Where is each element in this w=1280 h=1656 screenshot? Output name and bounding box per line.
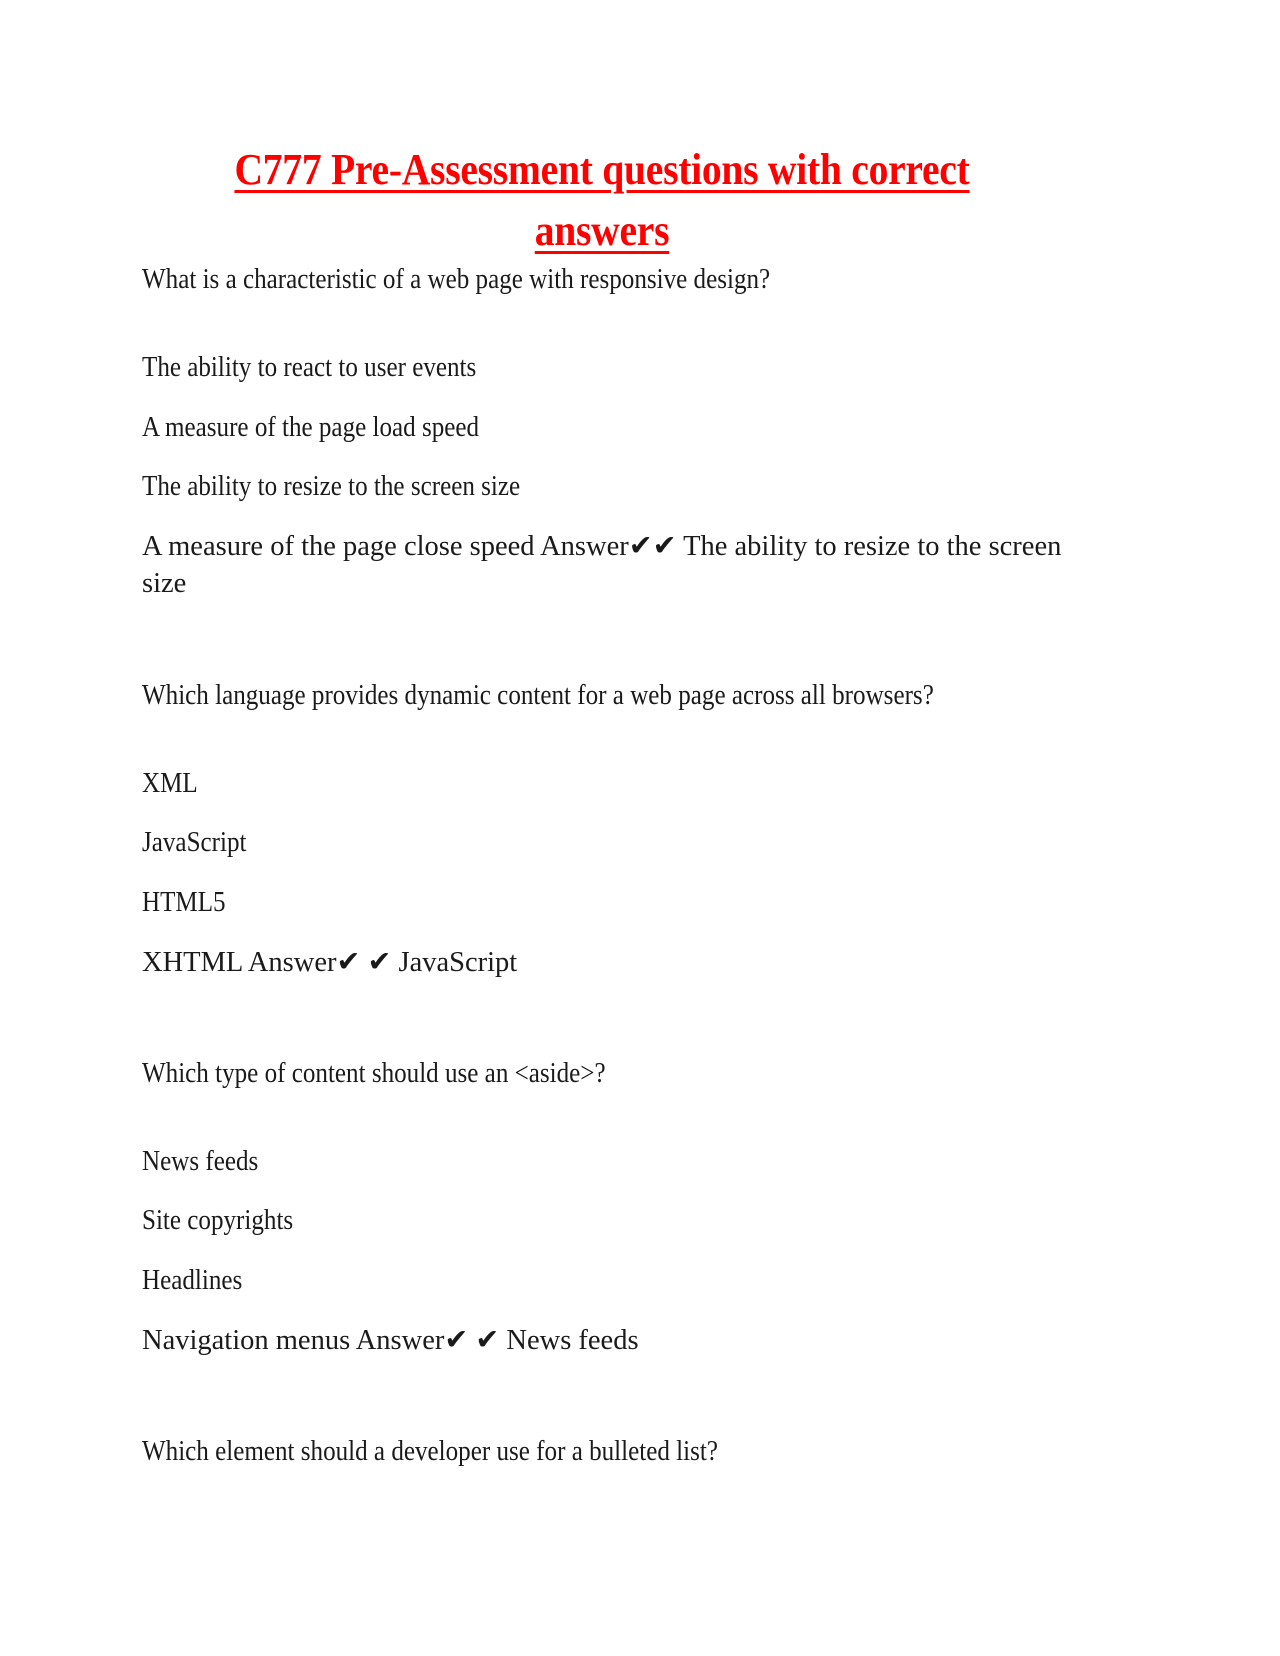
question-block-4 <box>142 1433 1062 1471</box>
question-prompt-4: Which element should a developer use for a bulleted list? <box>142 1436 718 1468</box>
question-prompt-2: Which language provides dynamic content for a web page across all browsers? <box>142 680 934 712</box>
spacer <box>142 446 1062 468</box>
answer-line-2: XHTML Answer✔ ✔ JavaScript <box>142 946 518 978</box>
spacer <box>142 715 1062 765</box>
spacer <box>142 506 1062 528</box>
question-prompt-1: What is a characteristic of a web page with responsive design? <box>142 264 771 296</box>
spacer <box>142 1093 1062 1143</box>
option-1-1: The ability to react to user events <box>142 352 477 384</box>
option-2-2: JavaScript <box>142 827 247 859</box>
option-2-3: HTML5 <box>142 886 226 918</box>
answer-line-3: Navigation menus Answer✔ ✔ News feeds <box>142 1324 639 1356</box>
spacer <box>142 1180 1062 1202</box>
answer-line-1: A measure of the page close speed Answer✔✔ The ability to resize to the screen size <box>142 530 1069 600</box>
option-3-3: Headlines <box>142 1264 243 1296</box>
page-title: C777 Pre-Assessment questions with correct answers <box>234 145 970 255</box>
spacer <box>142 603 1062 677</box>
option-3-2: Site copyrights <box>142 1205 294 1237</box>
question-block-2 <box>142 677 1062 981</box>
question-block-3 <box>142 1055 1062 1359</box>
spacer <box>142 1240 1062 1262</box>
option-3-1: News feeds <box>142 1145 259 1177</box>
option-1-3: The ability to resize to the screen size <box>142 471 521 503</box>
document-content <box>142 0 1069 1471</box>
option-1-2: A measure of the page load speed <box>142 411 480 443</box>
question-prompt-3: Which type of content should use an <aside>? <box>142 1058 606 1090</box>
spacer <box>142 981 1062 1055</box>
spacer <box>142 387 1062 409</box>
spacer <box>142 299 1062 349</box>
spacer <box>142 802 1062 824</box>
question-block-1 <box>142 261 1069 603</box>
spacer <box>142 1300 1062 1322</box>
spacer <box>142 1359 1062 1433</box>
spacer <box>142 922 1062 944</box>
option-2-1: XML <box>142 767 198 799</box>
spacer <box>142 862 1062 884</box>
